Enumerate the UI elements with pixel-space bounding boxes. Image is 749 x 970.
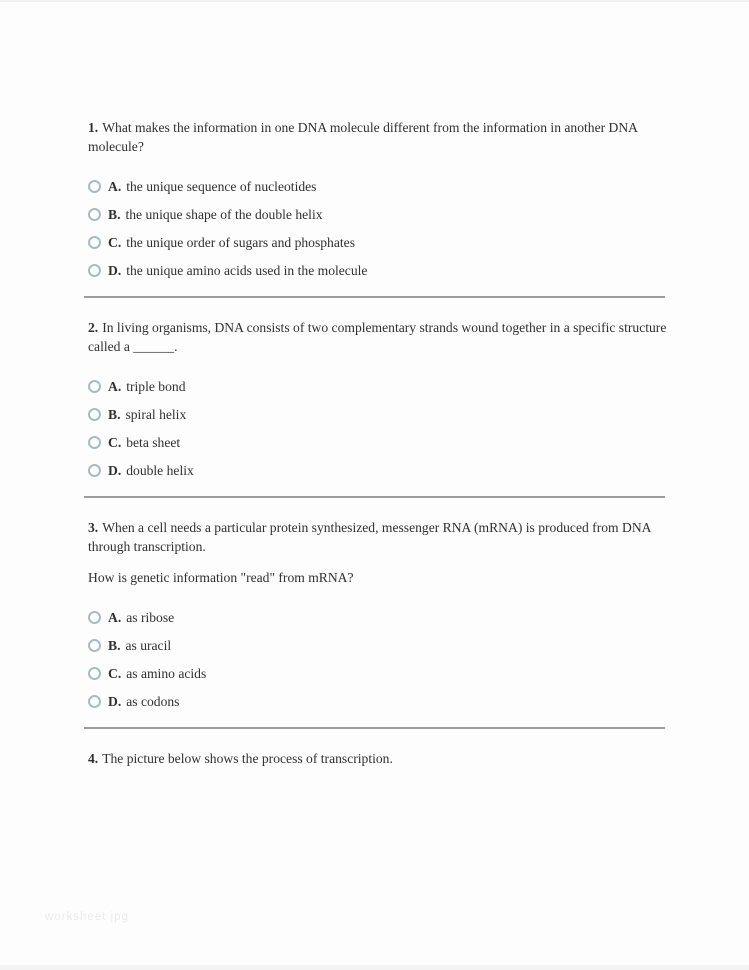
question-block-2	[84, 298, 667, 496]
radio-button-icon[interactable]	[88, 436, 101, 449]
options-list	[88, 608, 667, 711]
options-list	[88, 377, 667, 480]
question-text	[88, 318, 667, 356]
question-subprompt: How is genetic information "read" from mRNA?	[88, 570, 354, 585]
question-text	[88, 518, 667, 556]
option-text: as codons	[126, 694, 180, 709]
option-row[interactable]	[88, 664, 667, 683]
question-prompt: What makes the information in one DNA molecule different from the information in another DNA molecule?	[88, 120, 638, 154]
option-letter: A.	[108, 179, 122, 194]
option-text: the unique sequence of nucleotides	[126, 179, 317, 194]
options-list	[88, 177, 667, 280]
question-number: 1.	[88, 120, 99, 135]
option-row[interactable]	[88, 405, 667, 424]
option-text: double helix	[126, 463, 194, 478]
radio-button-icon[interactable]	[88, 667, 101, 680]
radio-button-icon[interactable]	[88, 180, 101, 193]
page-bottom-edge	[0, 965, 749, 970]
page-content	[0, 2, 749, 784]
radio-button-icon[interactable]	[88, 380, 101, 393]
question-text	[88, 749, 667, 768]
question-prompt: The picture below shows the process of transcription.	[102, 751, 393, 766]
option-row[interactable]	[88, 608, 667, 627]
option-letter: D.	[108, 263, 122, 278]
option-text: triple bond	[126, 379, 186, 394]
option-letter: A.	[108, 610, 122, 625]
radio-button-icon[interactable]	[88, 639, 101, 652]
option-row[interactable]	[88, 205, 667, 224]
option-letter: B.	[108, 207, 121, 222]
question-block-4	[84, 729, 667, 784]
option-row[interactable]	[88, 377, 667, 396]
option-letter: C.	[108, 435, 122, 450]
option-letter: A.	[108, 379, 122, 394]
option-row[interactable]	[88, 461, 667, 480]
watermark: worksheet jpg	[45, 911, 129, 923]
question-number: 3.	[88, 520, 99, 535]
option-text: the unique shape of the double helix	[125, 207, 323, 222]
option-letter: D.	[108, 463, 122, 478]
question-block-1	[84, 118, 667, 296]
option-letter: C.	[108, 235, 122, 250]
radio-button-icon[interactable]	[88, 236, 101, 249]
option-row[interactable]	[88, 233, 667, 252]
question-text	[88, 118, 667, 156]
option-row[interactable]	[88, 261, 667, 280]
option-text: the unique order of sugars and phosphates	[126, 235, 355, 250]
radio-button-icon[interactable]	[88, 408, 101, 421]
option-text: the unique amino acids used in the molecule	[126, 263, 368, 278]
option-letter: B.	[108, 407, 121, 422]
option-row[interactable]	[88, 177, 667, 196]
question-prompt: In living organisms, DNA consists of two complementary strands wound together in a specific structure called a ______.	[88, 320, 667, 354]
question-number: 2.	[88, 320, 99, 335]
option-text: as amino acids	[126, 666, 207, 681]
option-row[interactable]	[88, 636, 667, 655]
radio-button-icon[interactable]	[88, 695, 101, 708]
option-letter: D.	[108, 694, 122, 709]
question-number: 4.	[88, 751, 99, 766]
option-letter: C.	[108, 666, 122, 681]
option-text: as uracil	[125, 638, 172, 653]
option-row[interactable]	[88, 433, 667, 452]
radio-button-icon[interactable]	[88, 264, 101, 277]
option-text: beta sheet	[126, 435, 181, 450]
option-letter: B.	[108, 638, 121, 653]
radio-button-icon[interactable]	[88, 611, 101, 624]
question-block-3	[84, 498, 667, 727]
radio-button-icon[interactable]	[88, 464, 101, 477]
option-row[interactable]	[88, 692, 667, 711]
question-prompt: When a cell needs a particular protein synthesized, messenger RNA (mRNA) is produced from DNA through transcription.	[88, 520, 651, 554]
option-text: as ribose	[126, 610, 175, 625]
radio-button-icon[interactable]	[88, 208, 101, 221]
option-text: spiral helix	[125, 407, 187, 422]
